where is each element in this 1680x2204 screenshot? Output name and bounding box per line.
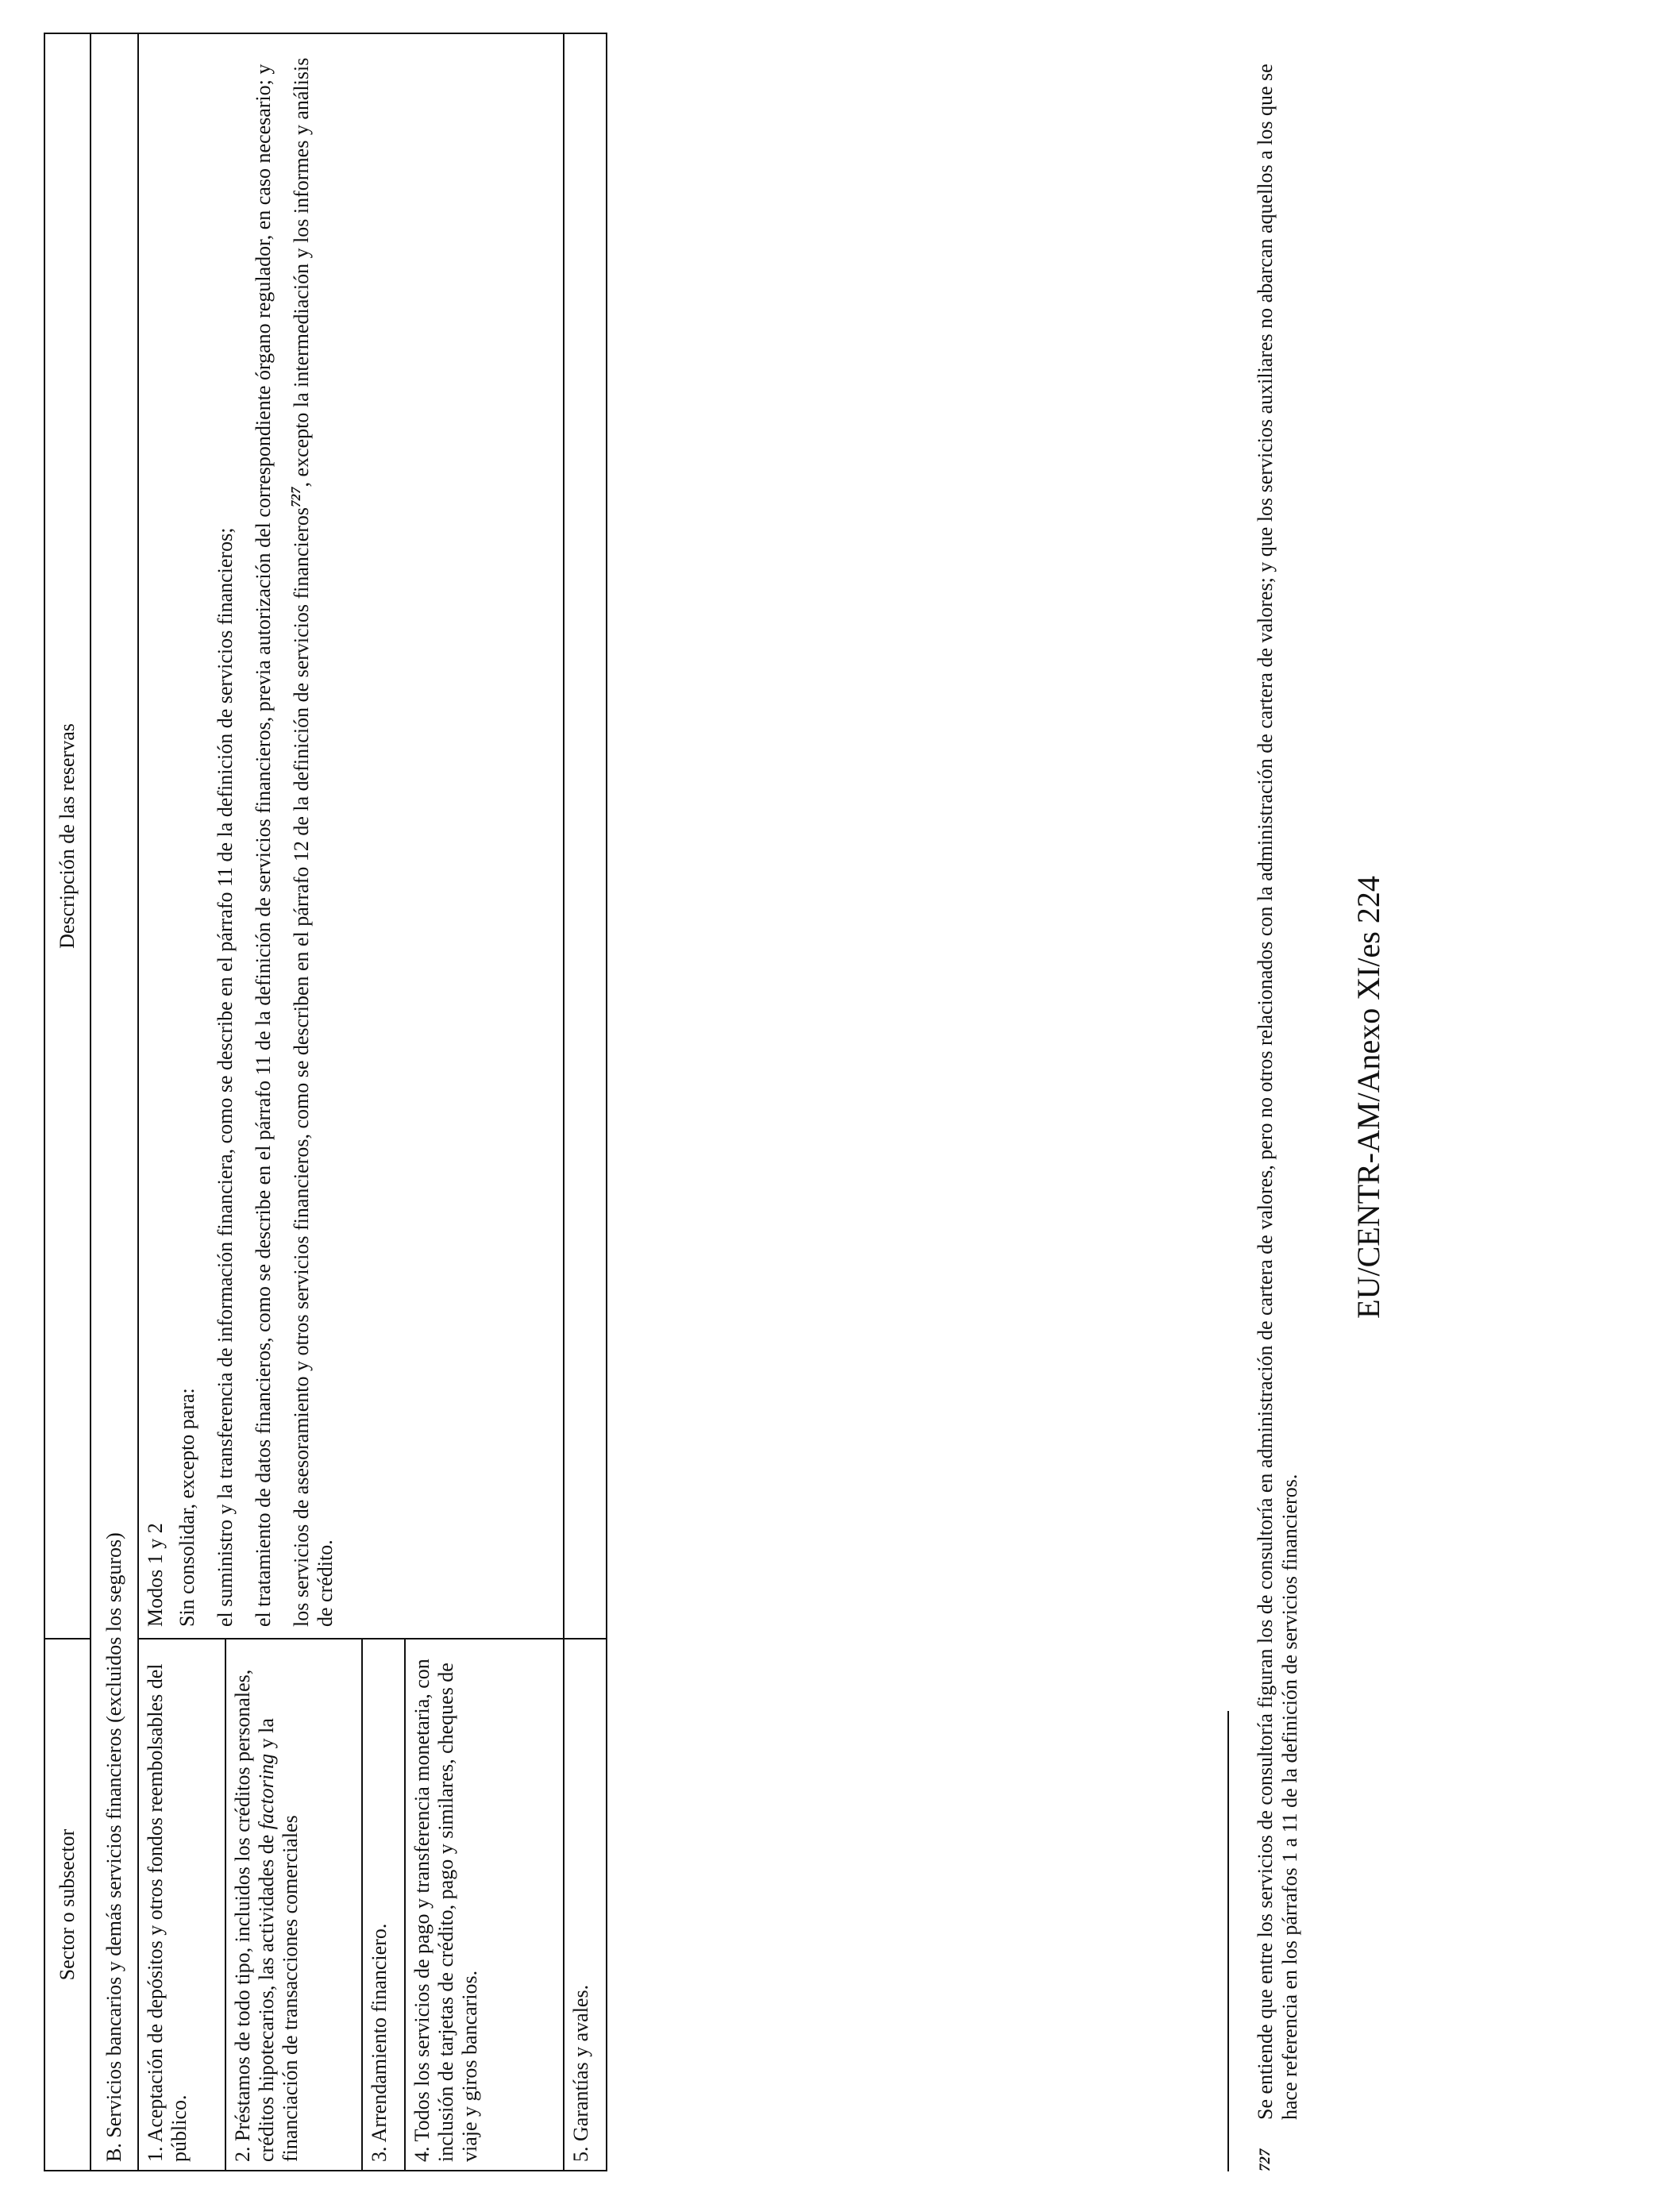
description-modes: Modos 1 y 2 bbox=[144, 1523, 167, 1627]
table-row bbox=[138, 33, 225, 2171]
sector-cell bbox=[225, 1639, 362, 2171]
reservations-table bbox=[44, 33, 607, 2171]
sector-text: 2. Préstamos de todo tipo, incluidos los créditos personales, créditos hipotecarios, las actividades de bbox=[231, 1669, 278, 2162]
sector-text: y la financiación de transacciones comerciales bbox=[255, 1718, 302, 2162]
table-row bbox=[564, 33, 607, 2171]
footnote-number: 727 bbox=[1257, 2148, 1273, 2171]
footnote-text: Se entiende que entre los servicios de consultoría figuran los de consultoría en administración de cartera de valores, pero no otros relacionados con la administración de cartera de valores; y que los servicios auxiliares no abarcan aquellos a los que se hace referencia en los párrafos 1 a 11 de la definición de servicios financieros. bbox=[1254, 64, 1301, 2120]
sector-cell: 4. Todos los servicios de pago y transferencia monetaria, con inclusión de tarjetas de crédito, pago y similares, cheques de viaje y giros bancarios. bbox=[405, 1639, 564, 2171]
page-reference: EU/CENTR-AM/Anexo XI/es 224 bbox=[1351, 876, 1386, 1319]
sector-cell: 1. Aceptación de depósitos y otros fondos reembolsables del público. bbox=[138, 1639, 225, 2171]
sector-cell: 3. Arrendamiento financiero. bbox=[362, 1639, 405, 2171]
footnote-divider bbox=[1227, 1711, 1229, 2171]
table-header-row bbox=[44, 33, 91, 2171]
description-cell-empty bbox=[564, 33, 607, 1639]
description-item-text: , excepto la intermediación y los informes y análisis de crédito. bbox=[290, 57, 337, 1627]
description-item bbox=[290, 42, 337, 1627]
section-row bbox=[91, 33, 138, 2171]
description-cell bbox=[138, 33, 564, 1639]
footnote bbox=[1253, 34, 1302, 2171]
header-sector: Sector o subsector bbox=[44, 1639, 91, 2171]
description-item: el suministro y la transferencia de información financiera, como se describe en el párrafo 11 de la definición de servicios financieros; bbox=[214, 527, 237, 1627]
section-title: B. Servicios bancarios y demás servicios financieros (excluidos los seguros) bbox=[91, 33, 138, 2171]
sector-cell: 5. Garantías y avales. bbox=[564, 1639, 607, 2171]
description-unbound: Sin consolidar, excepto para: bbox=[175, 1388, 198, 1627]
description-item-text: los servicios de asesoramiento y otros servicios financieros, como se describen en el párrafo 12 de la definición de servicios financieros bbox=[290, 507, 313, 1627]
description-item: el tratamiento de datos financieros, como se describe en el párrafo 11 de la definición de servicios financieros, previa autorización del correspondiente órgano regulador, en caso necesario; y bbox=[252, 64, 275, 1627]
header-description: Descripción de las reservas bbox=[44, 33, 91, 1639]
sector-text-italic: factoring bbox=[255, 1753, 278, 1830]
footnote-reference[interactable]: 727 bbox=[288, 487, 303, 507]
